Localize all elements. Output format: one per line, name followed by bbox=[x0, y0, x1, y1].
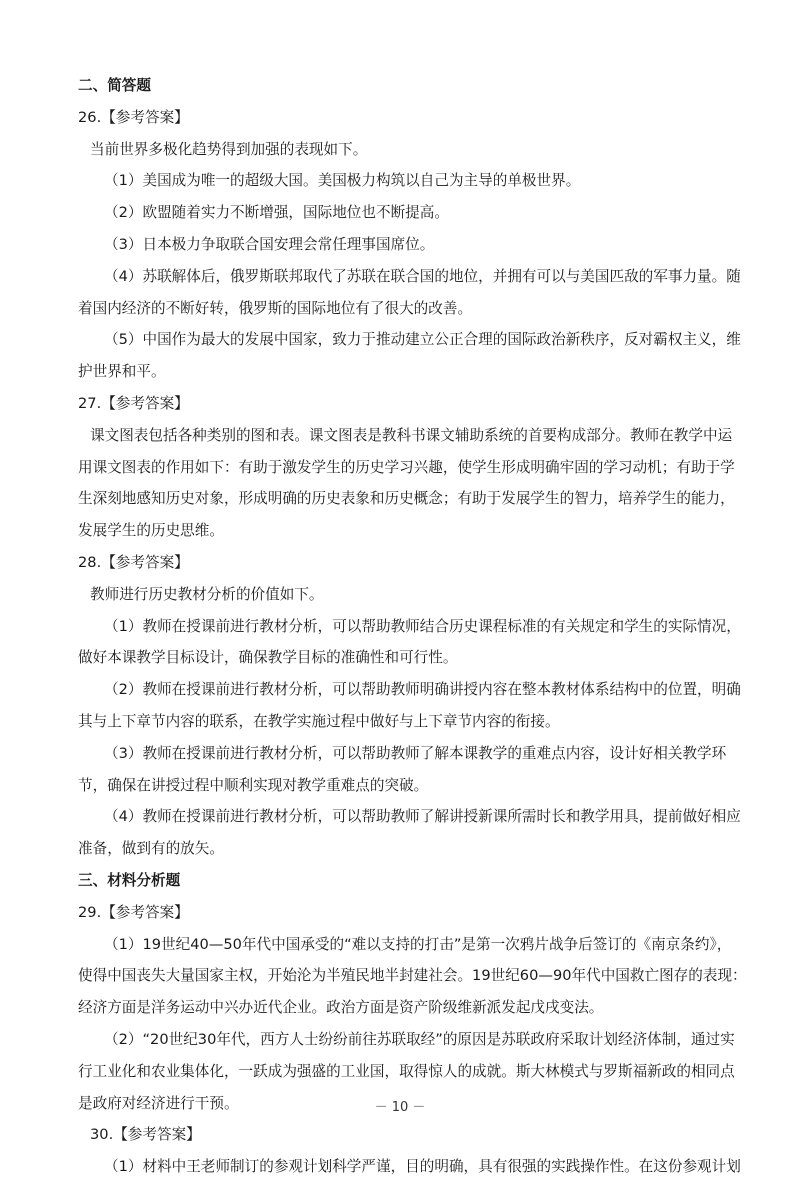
answer-heading: 26.【参考答案】 bbox=[78, 108, 189, 126]
paragraph-line: （5）中国作为最大的发展中国家，致力于推动建立公正合理的国际政治新秩序，反对霸权主义，维 bbox=[104, 331, 741, 349]
answer-heading: 30.【参考答案】 bbox=[90, 1126, 201, 1144]
section-heading: 二、简答题 bbox=[78, 77, 151, 94]
paragraph-line: （1）教师在授课前进行教材分析，可以帮助教师结合历史课程标准的有关规定和学生的实际情况， bbox=[104, 617, 741, 635]
paragraph-line: 做好本课教学目标设计，确保教学目标的准确性和可行性。 bbox=[78, 649, 458, 667]
paragraph-line: 其与上下章节内容的联系，在教学实施过程中做好与上下章节内容的衔接。 bbox=[78, 712, 560, 730]
paragraph-line: （2）教师在授课前进行教材分析，可以帮助教师明确讲授内容在整本教材体系结构中的位置，明确 bbox=[104, 681, 741, 699]
section-heading: 三、材料分析题 bbox=[78, 871, 181, 889]
paragraph-line: 当前世界多极化趋势得到加强的表现如下。 bbox=[90, 140, 368, 158]
paragraph-line: 是政府对经济进行干预。 bbox=[78, 1094, 239, 1112]
paragraph-line: 发展学生的历史思维。 bbox=[78, 522, 224, 540]
paragraph-line: 经济方面是洋务运动中兴办近代企业。政治方面是资产阶级维新派发起戊戌变法。 bbox=[78, 999, 604, 1017]
paragraph-line: （2）欧盟随着实力不断增强，国际地位也不断提高。 bbox=[104, 204, 449, 222]
paragraph-line: 课文图表包括各种类别的图和表。课文图表是教科书课文辅助系统的首要构成部分。教师在教学中运 bbox=[90, 426, 733, 444]
document-page bbox=[78, 70, 747, 1183]
paragraph-line: 使得中国丧失大量国家主权，开始沦为半殖民地半封建社会。19世纪60—90年代中国救亡图存的表现： bbox=[78, 967, 747, 985]
paragraph-line: 护世界和平。 bbox=[78, 363, 166, 381]
page-number: － 10 － bbox=[374, 1100, 426, 1115]
answer-heading: 27.【参考答案】 bbox=[78, 394, 189, 412]
paragraph-line: 用课文图表的作用如下：有助于激发学生的历史学习兴趣，使学生形成明确牢固的学习动机；有助于学 bbox=[78, 458, 735, 476]
paragraph-line: （3）教师在授课前进行教材分析，可以帮助教师了解本课教学的重难点内容，设计好相关教学环 bbox=[104, 744, 727, 762]
paragraph-line: 节，确保在讲授过程中顺利实现对教学重难点的突破。 bbox=[78, 776, 429, 794]
paragraph-line: 行工业化和农业集体化，一跃成为强盛的工业国，取得惊人的成就。斯大林模式与罗斯福新政的相同点 bbox=[78, 1062, 735, 1080]
paragraph-line: （4）苏联解体后，俄罗斯联邦取代了苏联在联合国的地位，并拥有可以与美国匹敌的军事力量。随 bbox=[104, 267, 741, 285]
paragraph-line: 着国内经济的不断好转，俄罗斯的国际地位有了很大的改善。 bbox=[78, 299, 473, 317]
paragraph-line: （2）“20世纪30年代，西方人士纷纷前往苏联取经”的原因是苏联政府采取计划经济体制，通过实 bbox=[104, 1030, 735, 1048]
paragraph-line: （1）材料中王老师制订的参观计划科学严谨，目的明确，具有很强的实践操作性。在这份参观计划 bbox=[104, 1158, 741, 1176]
paragraph-line: （1）19世纪40—50年代中国承受的“难以支持的打击”是第一次鸦片战争后签订的《南京条约》， bbox=[104, 935, 732, 953]
answer-heading: 28.【参考答案】 bbox=[78, 553, 189, 571]
paragraph-line: 生深刻地感知历史对象，形成明确的历史表象和历史概念；有助于发展学生的智力，培养学生的能力， bbox=[78, 490, 735, 508]
answer-heading: 29.【参考答案】 bbox=[78, 903, 189, 921]
paragraph-line: 准备，做到有的放矢。 bbox=[78, 840, 224, 858]
paragraph-line: （1）美国成为唯一的超级大国。美国极力构筑以自己为主导的单极世界。 bbox=[104, 172, 581, 190]
paragraph-line: （4）教师在授课前进行教材分析，可以帮助教师了解讲授新课所需时长和教学用具，提前做好相应 bbox=[104, 808, 741, 826]
paragraph-line: 教师进行历史教材分析的价值如下。 bbox=[90, 585, 324, 603]
paragraph-line: （3）日本极力争取联合国安理会常任理事国席位。 bbox=[104, 235, 435, 253]
